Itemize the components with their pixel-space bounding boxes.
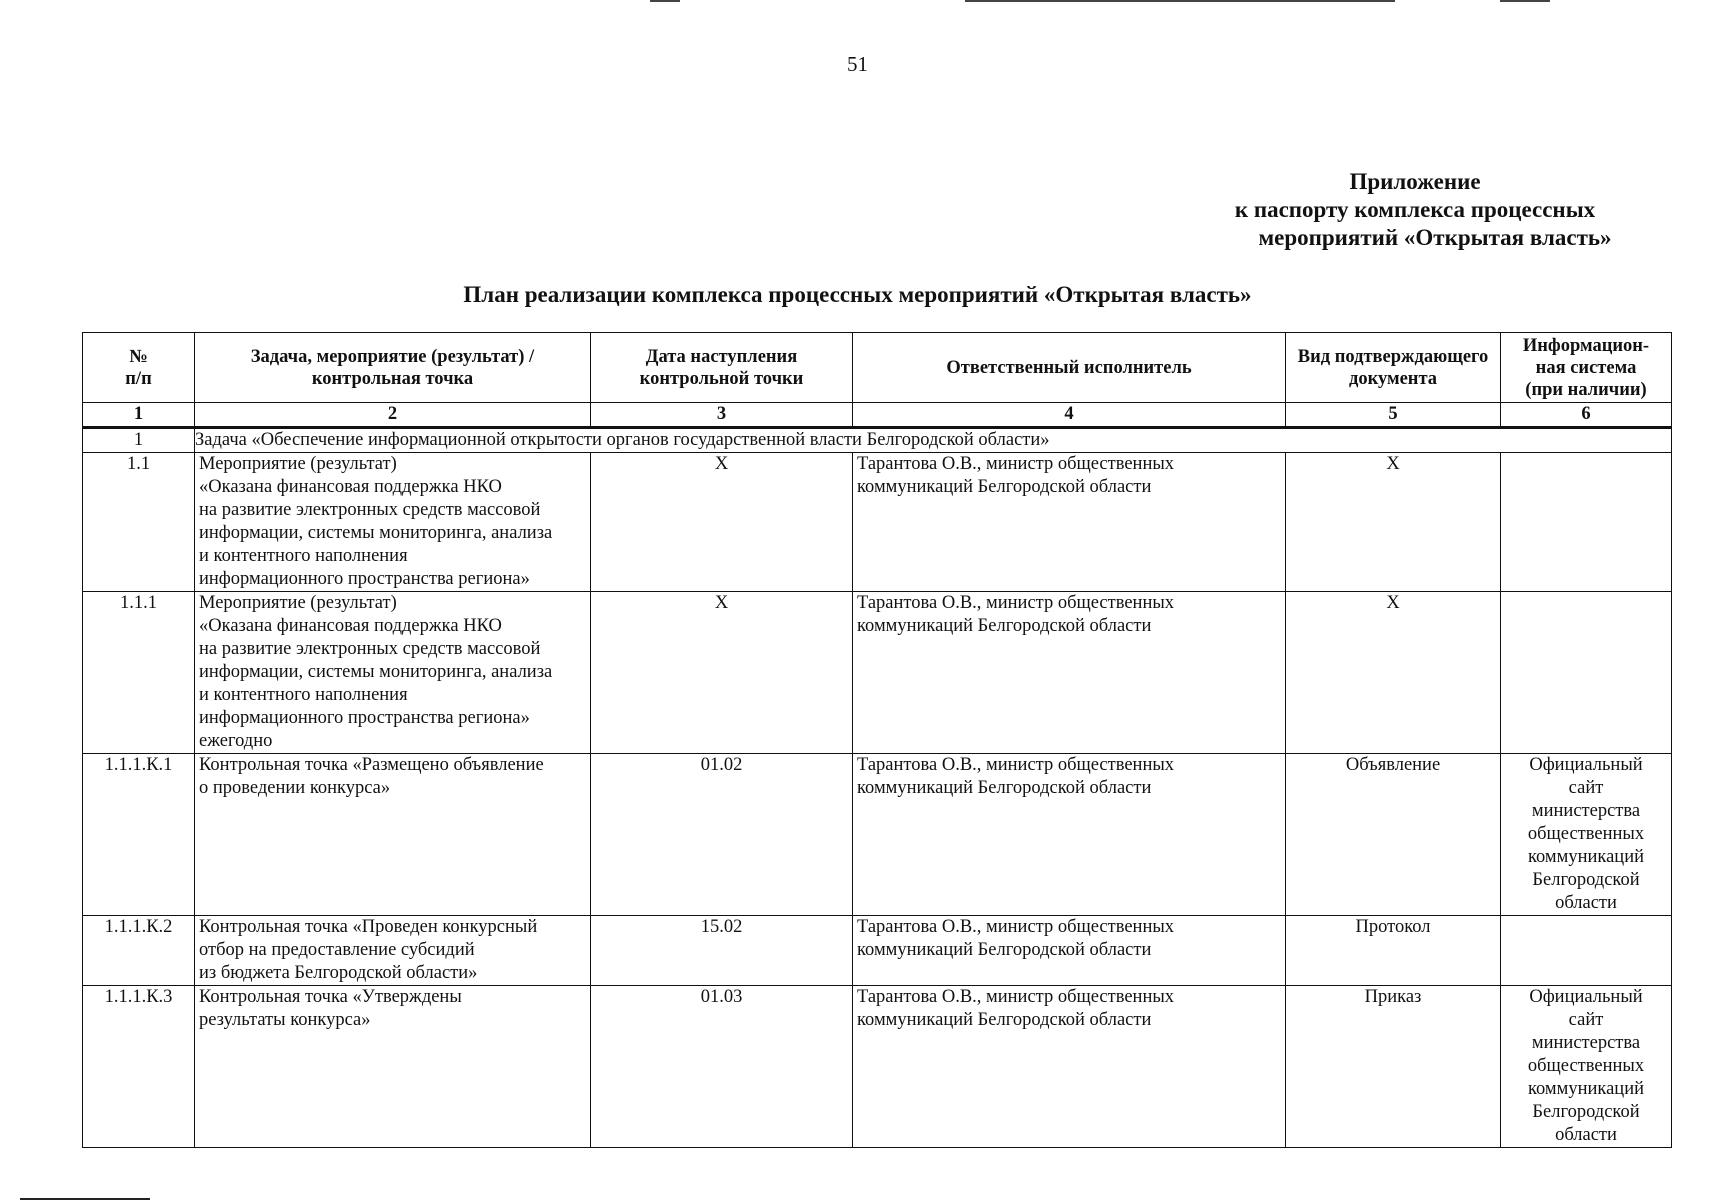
task-row <box>83 428 1672 453</box>
header-cell-document: Вид подтверждающего документа <box>1286 333 1501 403</box>
document-title: План реализации комплекса процессных мероприятий «Открытая власть» <box>463 282 1252 307</box>
row-executor: Тарантова О.В., министр общественных коммуникаций Белгородской области <box>853 592 1286 754</box>
column-numbers-row <box>83 403 1672 428</box>
column-number: 3 <box>591 403 853 428</box>
header-cell-task: Задача, мероприятие (результат) / контрольная точка <box>195 333 591 403</box>
row-number: 1.1.1 <box>83 592 195 754</box>
column-number: 1 <box>83 403 195 428</box>
row-document: Приказ <box>1286 986 1501 1148</box>
column-number: 6 <box>1501 403 1672 428</box>
column-number: 4 <box>853 403 1286 428</box>
task-number: 1 <box>83 428 195 453</box>
appendix-line-1: Приложение <box>1349 169 1481 194</box>
table-row <box>83 453 1672 592</box>
table-row <box>83 986 1672 1148</box>
row-system <box>1501 592 1672 754</box>
row-date: 01.03 <box>591 986 853 1148</box>
header-cell-number: № п/п <box>83 333 195 403</box>
row-task: Контрольная точка «Утверждены результаты конкурса» <box>195 986 591 1148</box>
row-date: 01.02 <box>591 754 853 916</box>
implementation-plan-table <box>82 332 1672 1148</box>
appendix-heading <box>1180 168 1650 252</box>
row-number: 1.1.1.К.2 <box>83 916 195 986</box>
column-number: 2 <box>195 403 591 428</box>
table-row <box>83 592 1672 754</box>
row-date: X <box>591 453 853 592</box>
row-number: 1.1 <box>83 453 195 592</box>
row-executor: Тарантова О.В., министр общественных коммуникаций Белгородской области <box>853 754 1286 916</box>
page-number: 51 <box>847 52 868 76</box>
row-system <box>1501 916 1672 986</box>
row-number: 1.1.1.К.3 <box>83 986 195 1148</box>
row-document: X <box>1286 592 1501 754</box>
row-executor: Тарантова О.В., министр общественных коммуникаций Белгородской области <box>853 916 1286 986</box>
table-header-row <box>83 333 1672 403</box>
scan-artifact-line <box>965 0 1395 2</box>
row-task: Мероприятие (результат) «Оказана финансовая поддержка НКО на развитие электронных средств массовой информации, системы мониторинга, анализа и контентного наполнения информационного пространства региона» <box>195 453 591 592</box>
row-system: Официальный сайт министерства общественных коммуникаций Белгородской области <box>1501 754 1672 916</box>
table-row <box>83 754 1672 916</box>
row-document: Объявление <box>1286 754 1501 916</box>
row-task: Контрольная точка «Проведен конкурсный отбор на предоставление субсидий из бюджета Белгородской области» <box>195 916 591 986</box>
column-number: 5 <box>1286 403 1501 428</box>
row-task: Мероприятие (результат) «Оказана финансовая поддержка НКО на развитие электронных средств массовой информации, системы мониторинга, анализа и контентного наполнения информационного пространства региона» ежегодно <box>195 592 591 754</box>
row-number: 1.1.1.К.1 <box>83 754 195 916</box>
appendix-line-2: к паспорту комплекса процессных <box>1234 197 1596 222</box>
row-date: X <box>591 592 853 754</box>
row-system <box>1501 453 1672 592</box>
appendix-line-3: мероприятий «Открытая власть» <box>1258 225 1612 250</box>
row-executor: Тарантова О.В., министр общественных коммуникаций Белгородской области <box>853 453 1286 592</box>
row-executor: Тарантова О.В., министр общественных коммуникаций Белгородской области <box>853 986 1286 1148</box>
row-document: Протокол <box>1286 916 1501 986</box>
scan-artifact-line <box>1500 0 1550 2</box>
header-cell-executor: Ответственный исполнитель <box>853 333 1286 403</box>
row-task: Контрольная точка «Размещено объявление о проведении конкурса» <box>195 754 591 916</box>
scan-artifact-line <box>650 0 680 2</box>
row-system: Официальный сайт министерства общественных коммуникаций Белгородской области <box>1501 986 1672 1148</box>
header-cell-date: Дата наступления контрольной точки <box>591 333 853 403</box>
row-document: X <box>1286 453 1501 592</box>
table-row <box>83 916 1672 986</box>
header-cell-system: Информацион- ная система (при наличии) <box>1501 333 1672 403</box>
row-date: 15.02 <box>591 916 853 986</box>
task-text: Задача «Обеспечение информационной открытости органов государственной власти Белгородской области» <box>195 428 1672 453</box>
